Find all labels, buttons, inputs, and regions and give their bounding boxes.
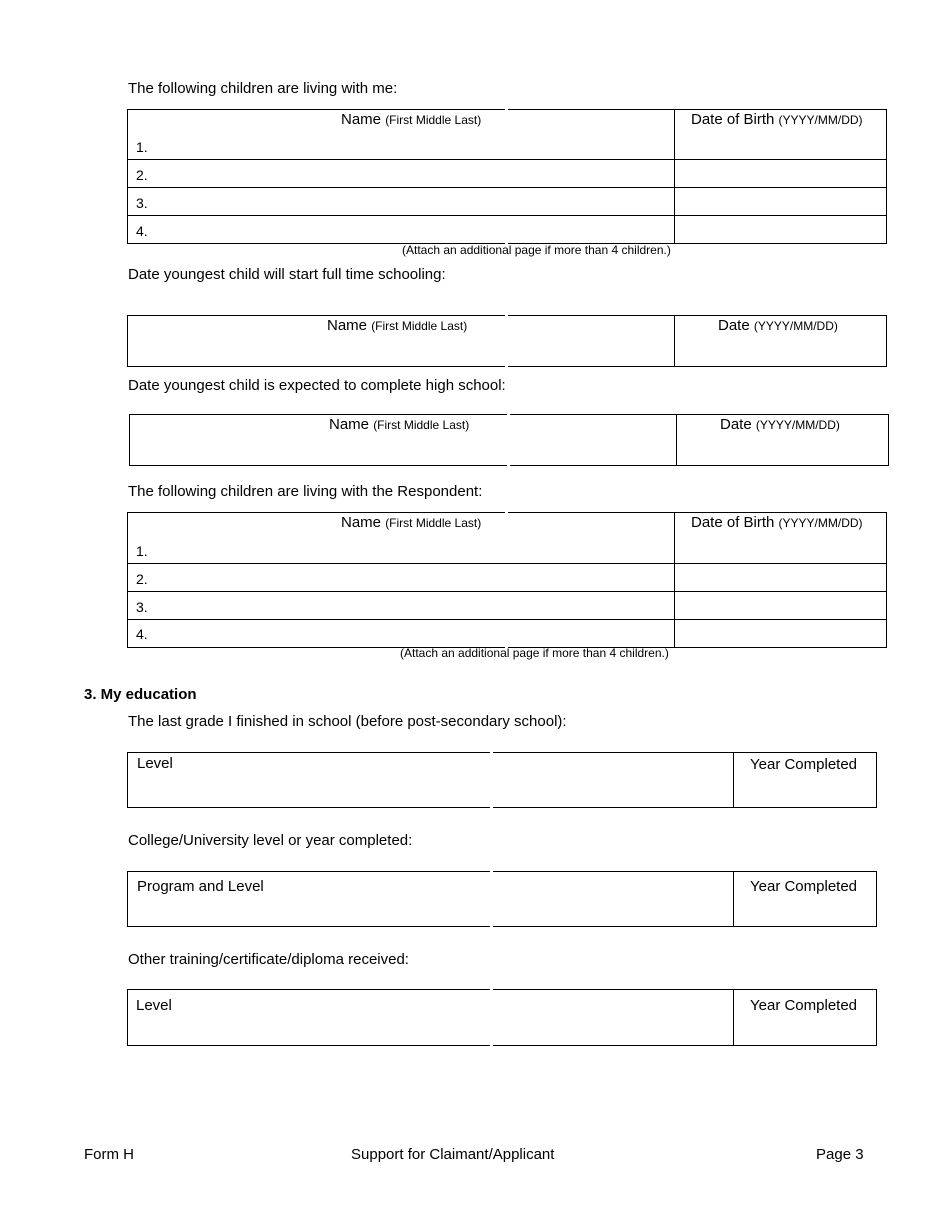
year-completed-label: Year Completed — [750, 878, 858, 895]
youngest-highschool-date-field[interactable] — [680, 435, 885, 463]
last-grade-intro: The last grade I finished in school (before post-secondary school): — [128, 713, 567, 730]
row-number: 1. — [136, 139, 148, 155]
date-column-header: Date (YYYY/MM/DD) — [720, 416, 840, 433]
youngest-highschool-intro: Date youngest child is expected to complete high school: — [128, 377, 506, 394]
footer-form-id: Form H — [84, 1146, 134, 1163]
last-grade-level-field[interactable] — [132, 775, 728, 805]
child-dob-field[interactable] — [678, 112, 883, 156]
children-with-me-intro: The following children are living with me: — [128, 80, 398, 97]
name-column-header: Name (First Middle Last) — [327, 317, 468, 334]
children-with-respondent-table — [127, 512, 887, 648]
youngest-school-intro: Date youngest child will start full time schooling: — [128, 266, 446, 283]
children-with-me-table — [127, 109, 887, 244]
footer-page-number: Page 3 — [816, 1146, 864, 1163]
name-column-header: Name (First Middle Last) — [341, 111, 482, 128]
other-training-table — [127, 989, 877, 1046]
college-intro: College/University level or year completed: — [128, 832, 413, 849]
other-training-level-field[interactable] — [132, 1017, 728, 1043]
row-number: 1. — [136, 543, 148, 559]
level-label: Level — [137, 755, 173, 772]
row-number: 4. — [136, 223, 148, 239]
last-grade-table — [127, 752, 877, 808]
youngest-school-date-field[interactable] — [678, 336, 883, 364]
other-training-year-field[interactable] — [738, 1017, 873, 1043]
children-with-respondent-intro: The following children are living with the Respondent: — [128, 483, 483, 500]
year-completed-label: Year Completed — [750, 756, 858, 773]
program-level-label: Program and Level — [137, 878, 264, 895]
dob-column-header: Date of Birth (YYYY/MM/DD) — [691, 514, 863, 531]
child-name-field[interactable] — [138, 140, 668, 158]
footer-form-title: Support for Claimant/Applicant — [351, 1146, 555, 1163]
row-number: 2. — [136, 571, 148, 587]
row-number: 3. — [136, 195, 148, 211]
other-training-intro: Other training/certificate/diploma received: — [128, 951, 409, 968]
youngest-school-table — [127, 315, 887, 367]
date-column-header: Date (YYYY/MM/DD) — [718, 317, 838, 334]
youngest-school-name-field[interactable] — [132, 336, 670, 364]
college-table — [127, 871, 877, 927]
level-label: Level — [136, 997, 172, 1014]
year-completed-label: Year Completed — [750, 997, 858, 1014]
child-name-field[interactable] — [138, 543, 668, 561]
section-heading: 3. My education — [84, 686, 197, 703]
attach-note: (Attach an additional page if more than 4 children.) — [402, 243, 671, 257]
last-grade-year-field[interactable] — [738, 775, 873, 805]
youngest-highschool-table — [129, 414, 889, 466]
college-program-field[interactable] — [132, 898, 728, 924]
name-column-header: Name (First Middle Last) — [329, 416, 470, 433]
college-year-field[interactable] — [738, 898, 873, 924]
row-number: 3. — [136, 599, 148, 615]
row-number: 4. — [136, 626, 148, 642]
attach-note: (Attach an additional page if more than 4 children.) — [400, 646, 669, 660]
dob-column-header: Date of Birth (YYYY/MM/DD) — [691, 111, 863, 128]
row-number: 2. — [136, 167, 148, 183]
name-column-header: Name (First Middle Last) — [341, 514, 482, 531]
youngest-highschool-name-field[interactable] — [134, 435, 672, 463]
child-dob-field[interactable] — [678, 515, 883, 559]
